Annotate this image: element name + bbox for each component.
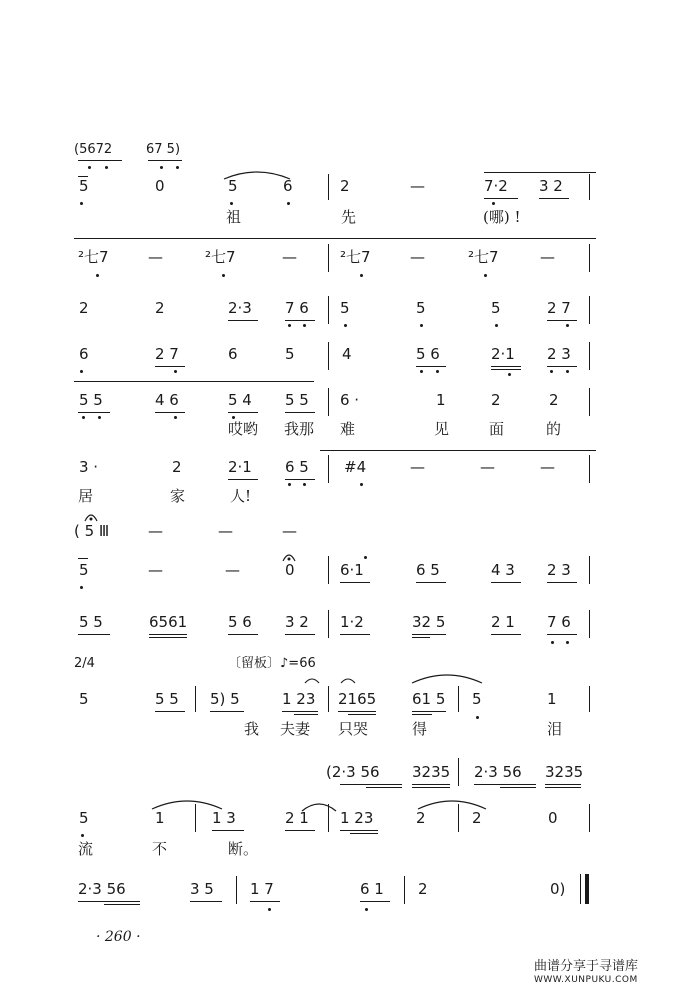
intro-lead: (5672 xyxy=(74,142,113,157)
note: — xyxy=(148,522,163,540)
note: — xyxy=(148,248,163,266)
note: 4 xyxy=(342,345,352,363)
note: — xyxy=(225,561,240,579)
note: 3 2 xyxy=(539,177,563,195)
note: 1 xyxy=(436,391,446,409)
note: 1 3 xyxy=(212,809,236,827)
final-bar-line xyxy=(580,874,581,904)
lyric: 家 xyxy=(170,487,186,505)
bar-line xyxy=(589,556,590,584)
note: 2 xyxy=(472,809,482,827)
slur-mark xyxy=(340,676,356,684)
note: 6 xyxy=(79,345,89,363)
bar-line xyxy=(589,174,590,200)
note: 6 1 xyxy=(360,880,384,898)
lyric: 我 xyxy=(244,720,260,738)
bar-line xyxy=(328,388,329,416)
lyric: 居 xyxy=(78,487,94,505)
lyric: 人! xyxy=(230,487,252,505)
note: 5 xyxy=(79,177,89,195)
bar-line xyxy=(589,342,590,370)
note: 1 23 xyxy=(282,690,316,708)
note: 1 xyxy=(547,690,557,708)
note: 2 xyxy=(155,299,165,317)
lyric: 夫妻 xyxy=(280,720,311,738)
note: 2·3 xyxy=(228,299,252,317)
note: 4 3 xyxy=(491,561,515,579)
bar-line xyxy=(328,455,329,483)
note: 6 5 xyxy=(285,458,309,476)
note: 2·1 xyxy=(491,345,515,363)
note: 1 xyxy=(155,809,165,827)
bar-line xyxy=(458,804,459,832)
note: 3235 xyxy=(545,763,584,781)
note: 5 xyxy=(285,345,295,363)
note: 0 xyxy=(285,561,295,579)
note: 2 xyxy=(172,458,182,476)
page-number: · 260 · xyxy=(96,929,141,945)
bar-line xyxy=(328,556,329,584)
note: 2 1 xyxy=(491,613,515,631)
lyric: 先 xyxy=(341,208,357,226)
watermark-title: 曲谱分享于寻谱库 xyxy=(534,959,639,974)
note: — xyxy=(282,248,297,266)
note: 3 5 xyxy=(190,880,214,898)
note: — xyxy=(410,177,425,195)
note: 5 xyxy=(79,690,89,708)
note: 3 · xyxy=(79,458,99,476)
bar-line xyxy=(328,244,329,272)
lyric: 我那 xyxy=(284,420,315,438)
bar-line xyxy=(589,296,590,324)
note: 7 6 xyxy=(547,613,571,631)
intro-mid: 67 5) xyxy=(146,142,181,157)
note: 3235 xyxy=(412,763,451,781)
note: 6561 xyxy=(149,613,188,631)
note: 2·1 xyxy=(228,458,252,476)
note: 2 xyxy=(340,177,350,195)
note: 2·3 56 xyxy=(474,763,522,781)
note: 2 3 xyxy=(547,345,571,363)
slur-mark xyxy=(150,796,224,810)
note: 6 · xyxy=(340,391,360,409)
bar-line xyxy=(236,876,237,904)
lyric: 祖 xyxy=(226,208,242,226)
slur-mark xyxy=(416,796,488,810)
bar-line xyxy=(328,610,329,638)
note: #4 xyxy=(344,458,367,476)
lyric: 见 xyxy=(434,420,450,438)
note: ²七7 xyxy=(205,248,236,266)
note: ( 5 Ⅲ xyxy=(74,522,110,540)
note: 5 5 xyxy=(285,391,309,409)
bar-line xyxy=(589,244,590,272)
note: 5 xyxy=(79,809,89,827)
time-signature: 2/4 xyxy=(74,656,95,671)
note: 5 xyxy=(340,299,350,317)
note: 5 xyxy=(79,561,89,579)
note: 6 5 xyxy=(416,561,440,579)
bar-line xyxy=(195,686,196,712)
bar-line xyxy=(195,804,196,832)
bar-line xyxy=(458,686,459,712)
note: 5 4 xyxy=(228,391,252,409)
lyric: 泪 xyxy=(547,720,563,738)
bar-line xyxy=(589,804,590,832)
note: 1·2 xyxy=(340,613,364,631)
note: — xyxy=(540,248,555,266)
note: 6 xyxy=(228,345,238,363)
bar-line xyxy=(328,296,329,324)
bar-line xyxy=(328,686,329,712)
note: 2 xyxy=(418,880,428,898)
lyric: 只哭 xyxy=(338,720,369,738)
note: 2165 xyxy=(338,690,377,708)
note: — xyxy=(410,248,425,266)
note: 4 6 xyxy=(155,391,179,409)
note: 5 xyxy=(491,299,501,317)
note: 2 7 xyxy=(547,299,571,317)
note: 61 5 xyxy=(412,690,446,708)
note: 3 2 xyxy=(285,613,309,631)
bar-line xyxy=(328,342,329,370)
note: 2 xyxy=(79,299,89,317)
lyric: 哎哟 xyxy=(228,420,259,438)
note: 2 1 xyxy=(285,809,309,827)
bar-line xyxy=(458,758,459,786)
bar-line xyxy=(328,804,329,832)
note: 2·3 56 xyxy=(78,880,126,898)
watermark-url: WWW.XUNPUKU.COM xyxy=(534,975,638,985)
note: 1 23 xyxy=(340,809,374,827)
lyric: 流 xyxy=(78,840,94,858)
note: 5 6 xyxy=(228,613,252,631)
note: 5 xyxy=(228,177,238,195)
note: 32 5 xyxy=(412,613,446,631)
note: — xyxy=(480,458,495,476)
note: 5 6 xyxy=(416,345,440,363)
bar-line xyxy=(589,388,590,416)
note: 6 xyxy=(283,177,293,195)
bar-line xyxy=(328,174,329,200)
final-bar-line-thick xyxy=(585,874,589,904)
note: 5 xyxy=(472,690,482,708)
note: ²七7 xyxy=(340,248,371,266)
lyric: (哪) ! xyxy=(483,208,521,226)
lyric: 的 xyxy=(546,420,562,438)
note: 5 5 xyxy=(79,391,103,409)
note: 0 xyxy=(548,809,558,827)
tempo-marking: 〔留板〕♪=66 xyxy=(228,656,316,671)
lyric: 难 xyxy=(340,420,356,438)
bar-line xyxy=(589,455,590,483)
note: 5) 5 xyxy=(210,690,240,708)
note: — xyxy=(540,458,555,476)
note: — xyxy=(218,522,233,540)
bar-line xyxy=(589,686,590,712)
bar-line xyxy=(589,610,590,638)
note: 0 xyxy=(155,177,165,195)
slur-mark xyxy=(304,676,320,684)
fermata-mark xyxy=(84,512,98,522)
note: — xyxy=(282,522,297,540)
note: — xyxy=(148,561,163,579)
lyric: 不 xyxy=(152,840,168,858)
note: 5 5 xyxy=(79,613,103,631)
note: 7 6 xyxy=(285,299,309,317)
note: 2 7 xyxy=(155,345,179,363)
note: 0) xyxy=(550,880,566,898)
note: 1 7 xyxy=(250,880,274,898)
note: 7·2 xyxy=(484,177,508,195)
note: 2 xyxy=(549,391,559,409)
note: 2 xyxy=(491,391,501,409)
note: 5 5 xyxy=(155,690,179,708)
note: 2 3 xyxy=(547,561,571,579)
lyric: 得 xyxy=(412,720,428,738)
note: 2 xyxy=(416,809,426,827)
note: 6·1 xyxy=(340,561,364,579)
note: (2·3 56 xyxy=(326,763,380,781)
lyric: 断。 xyxy=(228,840,259,858)
lyric: 面 xyxy=(489,420,505,438)
note: ²七7 xyxy=(468,248,499,266)
slur-mark xyxy=(410,670,484,684)
note: ²七7 xyxy=(78,248,109,266)
note: — xyxy=(410,458,425,476)
bar-line xyxy=(404,876,405,904)
note: 5 xyxy=(416,299,426,317)
